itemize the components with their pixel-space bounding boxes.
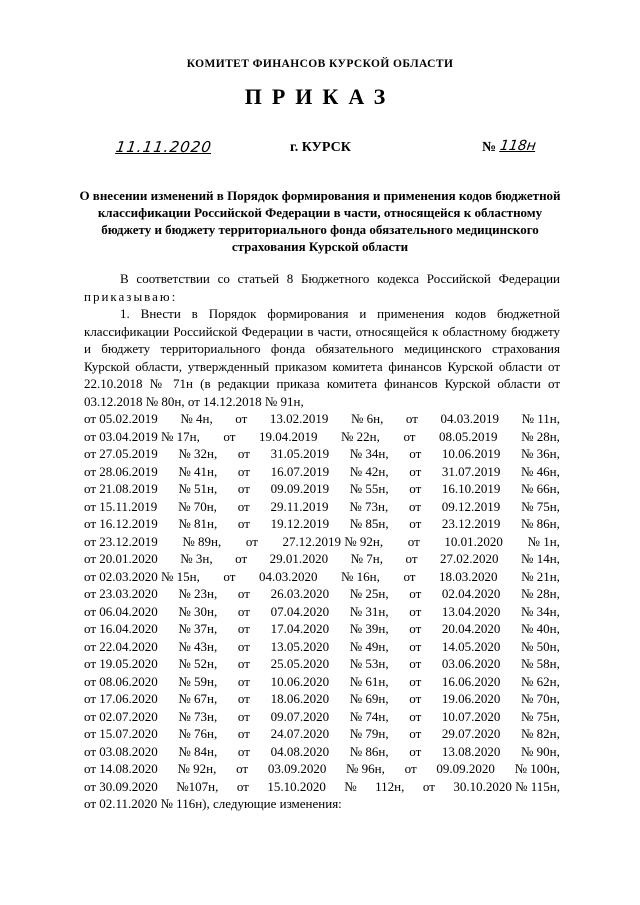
reference-cell: от 03.08.2020 <box>84 743 158 759</box>
reference-cell: № 51н, <box>178 481 218 496</box>
reference-cell: от <box>237 726 250 741</box>
reference-cell: 07.04.2020 <box>270 603 330 619</box>
reference-cell: от 02.03.2020 № 15н, <box>84 568 200 584</box>
reference-cell: 09.09.2020 <box>436 761 495 776</box>
reference-row <box>84 655 560 673</box>
reference-cell: от 19.05.2020 <box>84 656 158 671</box>
reference-cell: от 23.03.2020 <box>84 586 158 601</box>
reference-cell: от <box>409 708 422 724</box>
reference-cell: от <box>237 463 250 479</box>
reference-cell: от 17.06.2020 <box>84 691 158 706</box>
reference-cell: 29.07.2020 <box>441 726 501 741</box>
reference-cell: № 86н, <box>521 516 560 531</box>
reference-cell: № 76н, <box>178 726 218 741</box>
amendment-references <box>84 410 560 795</box>
reference-row <box>84 515 560 533</box>
reference-cell: № 30н, <box>178 603 218 619</box>
reference-cell: от <box>409 516 422 531</box>
reference-cell: от 23.12.2019 <box>84 533 158 549</box>
order-number: 118н <box>498 138 537 154</box>
reference-cell: № 70н, <box>178 498 217 514</box>
reference-row <box>84 498 560 516</box>
reference-cell: № 79н, <box>349 726 389 741</box>
reference-cell: от <box>235 551 248 566</box>
reference-cell: 04.03.2020 <box>258 568 318 584</box>
reference-cell: 29.11.2019 <box>270 498 329 514</box>
reference-cell: № 73н, <box>349 498 389 514</box>
reference-cell: 19.12.2019 <box>270 516 330 531</box>
reference-cell: от <box>405 411 418 426</box>
reference-cell: 27.12.2019 № 92н, <box>282 533 384 549</box>
reference-cell: от <box>409 726 422 741</box>
reference-cell: от <box>237 498 250 514</box>
reference-cell: № 58н, <box>521 656 560 671</box>
reference-cell: 112н, <box>375 778 405 794</box>
document-meta <box>0 138 640 162</box>
reference-cell: 10.07.2020 <box>441 708 501 724</box>
reference-cell: 03.06.2020 <box>441 656 501 671</box>
reference-cell: 29.01.2020 <box>269 551 329 566</box>
reference-cell: 10.01.2020 <box>444 533 503 549</box>
reference-cell: № 69н, <box>349 691 389 706</box>
reference-cell: № 36н, <box>521 446 560 461</box>
reference-cell: 10.06.2020 <box>270 673 330 689</box>
reference-cell: от <box>409 673 422 689</box>
reference-cell: 30.10.2020 № 115н, <box>453 778 560 794</box>
reference-cell: № 85н, <box>349 516 389 531</box>
reference-cell: № 70н, <box>521 691 560 706</box>
reference-row <box>84 568 560 586</box>
reference-cell: 02.04.2020 <box>441 586 501 601</box>
reference-cell: № 41н, <box>178 463 218 479</box>
reference-cell: № 62н, <box>521 673 560 689</box>
reference-cell: № 40н, <box>521 621 560 636</box>
reference-cell: 18.06.2020 <box>270 691 330 706</box>
reference-cell: № 59н, <box>178 673 218 689</box>
reference-cell: от <box>235 411 248 426</box>
reference-cell: от <box>237 708 250 724</box>
reference-cell: 25.05.2020 <box>270 656 330 671</box>
reference-cell: № 43н, <box>178 638 218 654</box>
reference-cell: от 02.07.2020 <box>84 708 158 724</box>
reference-cell: от <box>237 446 250 461</box>
reference-cell: от <box>237 516 250 531</box>
order-subject: О внесении изменений в Порядок формирования и применения кодов бюджетной классификации Российской Федерации в части, относящейся к областному бюджету и бюджету территориального фонда обязательного медицинского страхования Курской области <box>79 188 561 254</box>
reference-row <box>84 620 560 638</box>
reference-cell: 13.04.2020 <box>441 603 501 619</box>
reference-cell: от <box>237 656 250 671</box>
reference-cell: от <box>403 428 416 444</box>
reference-cell: от <box>237 603 250 619</box>
reference-cell: № 55н, <box>349 481 389 496</box>
reference-cell: 24.07.2020 <box>270 726 330 741</box>
reference-cell: 17.04.2020 <box>270 621 330 636</box>
reference-cell: № 61н, <box>349 673 389 689</box>
reference-cell: №107н, <box>176 778 219 794</box>
reference-cell: № 53н, <box>349 656 389 671</box>
reference-cell: от 15.07.2020 <box>84 726 158 741</box>
reference-cell: 31.07.2019 <box>441 463 501 479</box>
reference-cell: от 30.09.2020 <box>84 778 158 794</box>
reference-row <box>84 410 560 428</box>
reference-cell: № 22н, <box>341 428 380 444</box>
reference-row <box>84 480 560 498</box>
intro-order-word: приказываю: <box>84 288 178 304</box>
order-date: 11.11.2020 <box>114 138 214 156</box>
reference-cell: № 16н, <box>341 568 380 584</box>
reference-cell: 03.09.2020 <box>267 761 327 776</box>
reference-cell: от 14.08.2020 <box>84 761 158 776</box>
reference-cell: от 08.06.2020 <box>84 673 158 689</box>
reference-cell: № 81н, <box>178 516 218 531</box>
organization-name: КОМИТЕТ ФИНАНСОВ КУРСКОЙ ОБЛАСТИ <box>186 58 454 70</box>
reference-cell: от 21.08.2019 <box>84 481 158 496</box>
reference-cell: от <box>245 533 258 549</box>
reference-cell: № 50н, <box>521 638 560 654</box>
reference-cell: № 92н, <box>177 761 217 776</box>
reference-row <box>84 463 560 481</box>
intro-text: В соответствии со статьей 8 Бюджетного кодекса Российской Федерации <box>120 271 560 286</box>
reference-row <box>84 428 560 446</box>
reference-row <box>84 725 560 743</box>
item-1-paragraph: 1. Внести в Порядок формирования и применения кодов бюджетной классификации Российской Федерации в части, относящейся к областному бюджету и бюджету территориального фонда обязательного медицинского страхования Курской области, утвержденный приказом комитета финансов Курской области от 22.10.2018 № 71н (в редакции приказа комитета финансов Курской области от 03.12.2018 № 80н, от 14.12.2018 № 91н, <box>84 306 560 409</box>
intro-paragraph <box>84 270 560 305</box>
reference-cell: 14.05.2020 <box>441 638 501 654</box>
reference-cell: от <box>236 778 249 794</box>
reference-cell: № 75н, <box>521 498 560 514</box>
reference-cell: 26.03.2020 <box>270 586 330 601</box>
reference-cell: от 05.02.2019 <box>84 411 158 426</box>
reference-cell: 09.07.2020 <box>270 708 330 724</box>
reference-row <box>84 533 560 551</box>
reference-row <box>84 585 560 603</box>
reference-cell: № 11н, <box>521 411 560 426</box>
reference-cell: № 3н, <box>180 551 213 566</box>
reference-cell: от <box>237 621 250 636</box>
reference-cell: № 73н, <box>178 708 218 724</box>
document-title: ПРИКАЗ <box>244 84 396 109</box>
reference-cell: № 89н, <box>182 533 222 549</box>
reference-row <box>84 445 560 463</box>
reference-cell: от <box>237 481 250 496</box>
reference-cell: № 96н, <box>346 761 385 776</box>
order-city: г. КУРСК <box>290 140 351 155</box>
reference-cell: от <box>405 551 418 566</box>
reference-cell: № 28н, <box>521 586 560 601</box>
reference-cell: № 39н, <box>349 621 389 636</box>
reference-cell: от 16.04.2020 <box>84 621 158 636</box>
order-body <box>84 270 560 813</box>
reference-cell: от <box>409 638 422 654</box>
reference-cell: 18.03.2020 <box>439 568 498 584</box>
reference-row <box>84 603 560 621</box>
reference-cell: от 20.01.2020 <box>84 551 158 566</box>
reference-cell: 27.02.2020 <box>440 551 499 566</box>
reference-cell: от <box>237 691 250 706</box>
reference-cell: № 37н, <box>178 621 218 636</box>
reference-cell: № 46н, <box>521 463 560 479</box>
reference-cell: 19.06.2020 <box>441 691 501 706</box>
reference-cell: 13.02.2019 <box>269 411 329 426</box>
reference-cell: № 31н, <box>349 603 389 619</box>
reference-cell: № 34н, <box>521 603 560 619</box>
reference-cell: 10.06.2019 <box>441 446 501 461</box>
reference-cell: от <box>409 586 422 601</box>
reference-cell: от <box>409 691 422 706</box>
reference-cell: от <box>223 428 236 444</box>
reference-cell: от <box>409 446 422 461</box>
reference-cell: от <box>404 761 417 776</box>
reference-cell: № 100н, <box>514 761 560 776</box>
reference-cell: № 52н, <box>178 656 218 671</box>
reference-cell: от 06.04.2020 <box>84 603 158 619</box>
reference-cell: 08.05.2019 <box>439 428 498 444</box>
closing-line: от 02.11.2020 № 116н), следующие изменения: <box>84 796 342 811</box>
reference-cell: № 82н, <box>521 726 560 741</box>
reference-cell: от <box>237 673 250 689</box>
reference-cell: от <box>422 778 435 794</box>
reference-cell: № 74н, <box>349 708 389 724</box>
order-number-label: № <box>482 140 497 155</box>
reference-row <box>84 778 560 796</box>
reference-cell: 13.05.2020 <box>270 638 330 654</box>
reference-cell: от 27.05.2019 <box>84 446 158 461</box>
reference-cell: 16.06.2020 <box>441 673 501 689</box>
reference-cell: от <box>409 481 422 496</box>
reference-cell: № 28н, <box>521 428 560 444</box>
reference-cell: 04.08.2020 <box>270 743 330 759</box>
reference-cell: от <box>409 743 422 759</box>
reference-cell: № 34н, <box>349 446 389 461</box>
reference-cell: № 84н, <box>178 743 218 759</box>
reference-cell: от <box>223 568 236 584</box>
reference-cell: 15.10.2020 <box>267 778 326 794</box>
reference-cell: от <box>409 656 422 671</box>
reference-cell: от <box>409 463 422 479</box>
reference-row <box>84 638 560 656</box>
reference-cell: 16.07.2019 <box>270 463 330 479</box>
reference-cell: № <box>344 778 357 794</box>
reference-cell: № 25н, <box>349 586 389 601</box>
reference-cell: от 28.06.2019 <box>84 463 158 479</box>
reference-row <box>84 550 560 568</box>
reference-cell: от 16.12.2019 <box>84 516 158 531</box>
reference-cell: от 22.04.2020 <box>84 638 158 654</box>
reference-cell: № 67н, <box>178 691 218 706</box>
reference-cell: № 42н, <box>349 463 389 479</box>
reference-cell: 16.10.2019 <box>441 481 501 496</box>
reference-cell: № 1н, <box>527 533 560 549</box>
reference-cell: 31.05.2019 <box>270 446 330 461</box>
reference-row <box>84 690 560 708</box>
reference-cell: № 66н, <box>521 481 560 496</box>
reference-cell: 23.12.2019 <box>441 516 501 531</box>
reference-cell: от <box>237 743 250 759</box>
reference-cell: от <box>237 586 250 601</box>
reference-cell: от 15.11.2019 <box>84 498 158 514</box>
reference-cell: № 14н, <box>521 551 560 566</box>
reference-cell: 09.09.2019 <box>270 481 330 496</box>
reference-row <box>84 743 560 761</box>
reference-row <box>84 760 560 778</box>
reference-cell: № 75н, <box>521 708 560 724</box>
reference-row <box>84 673 560 691</box>
reference-cell: от <box>409 603 422 619</box>
reference-cell: от 03.04.2019 № 17н, <box>84 428 200 444</box>
reference-cell: 09.12.2019 <box>441 498 501 514</box>
reference-cell: № 6н, <box>350 411 384 426</box>
reference-cell: от <box>407 533 420 549</box>
reference-cell: 04.03.2019 <box>440 411 500 426</box>
reference-cell: 19.04.2019 <box>258 428 318 444</box>
reference-cell: 13.08.2020 <box>441 743 501 759</box>
reference-cell: № 86н, <box>349 743 389 759</box>
reference-cell: от <box>403 568 416 584</box>
reference-cell: № 21н, <box>521 568 560 584</box>
reference-cell: № 23н, <box>178 586 218 601</box>
reference-cell: № 90н, <box>521 743 560 759</box>
reference-cell: 20.04.2020 <box>441 621 501 636</box>
reference-cell: от <box>236 761 249 776</box>
reference-row <box>84 708 560 726</box>
reference-cell: от <box>409 621 422 636</box>
reference-cell: от <box>408 498 421 514</box>
reference-cell: № 49н, <box>349 638 389 654</box>
reference-cell: от <box>237 638 250 654</box>
reference-cell: № 4н, <box>180 411 213 426</box>
reference-cell: № 7н, <box>350 551 384 566</box>
reference-cell: № 32н, <box>178 446 218 461</box>
